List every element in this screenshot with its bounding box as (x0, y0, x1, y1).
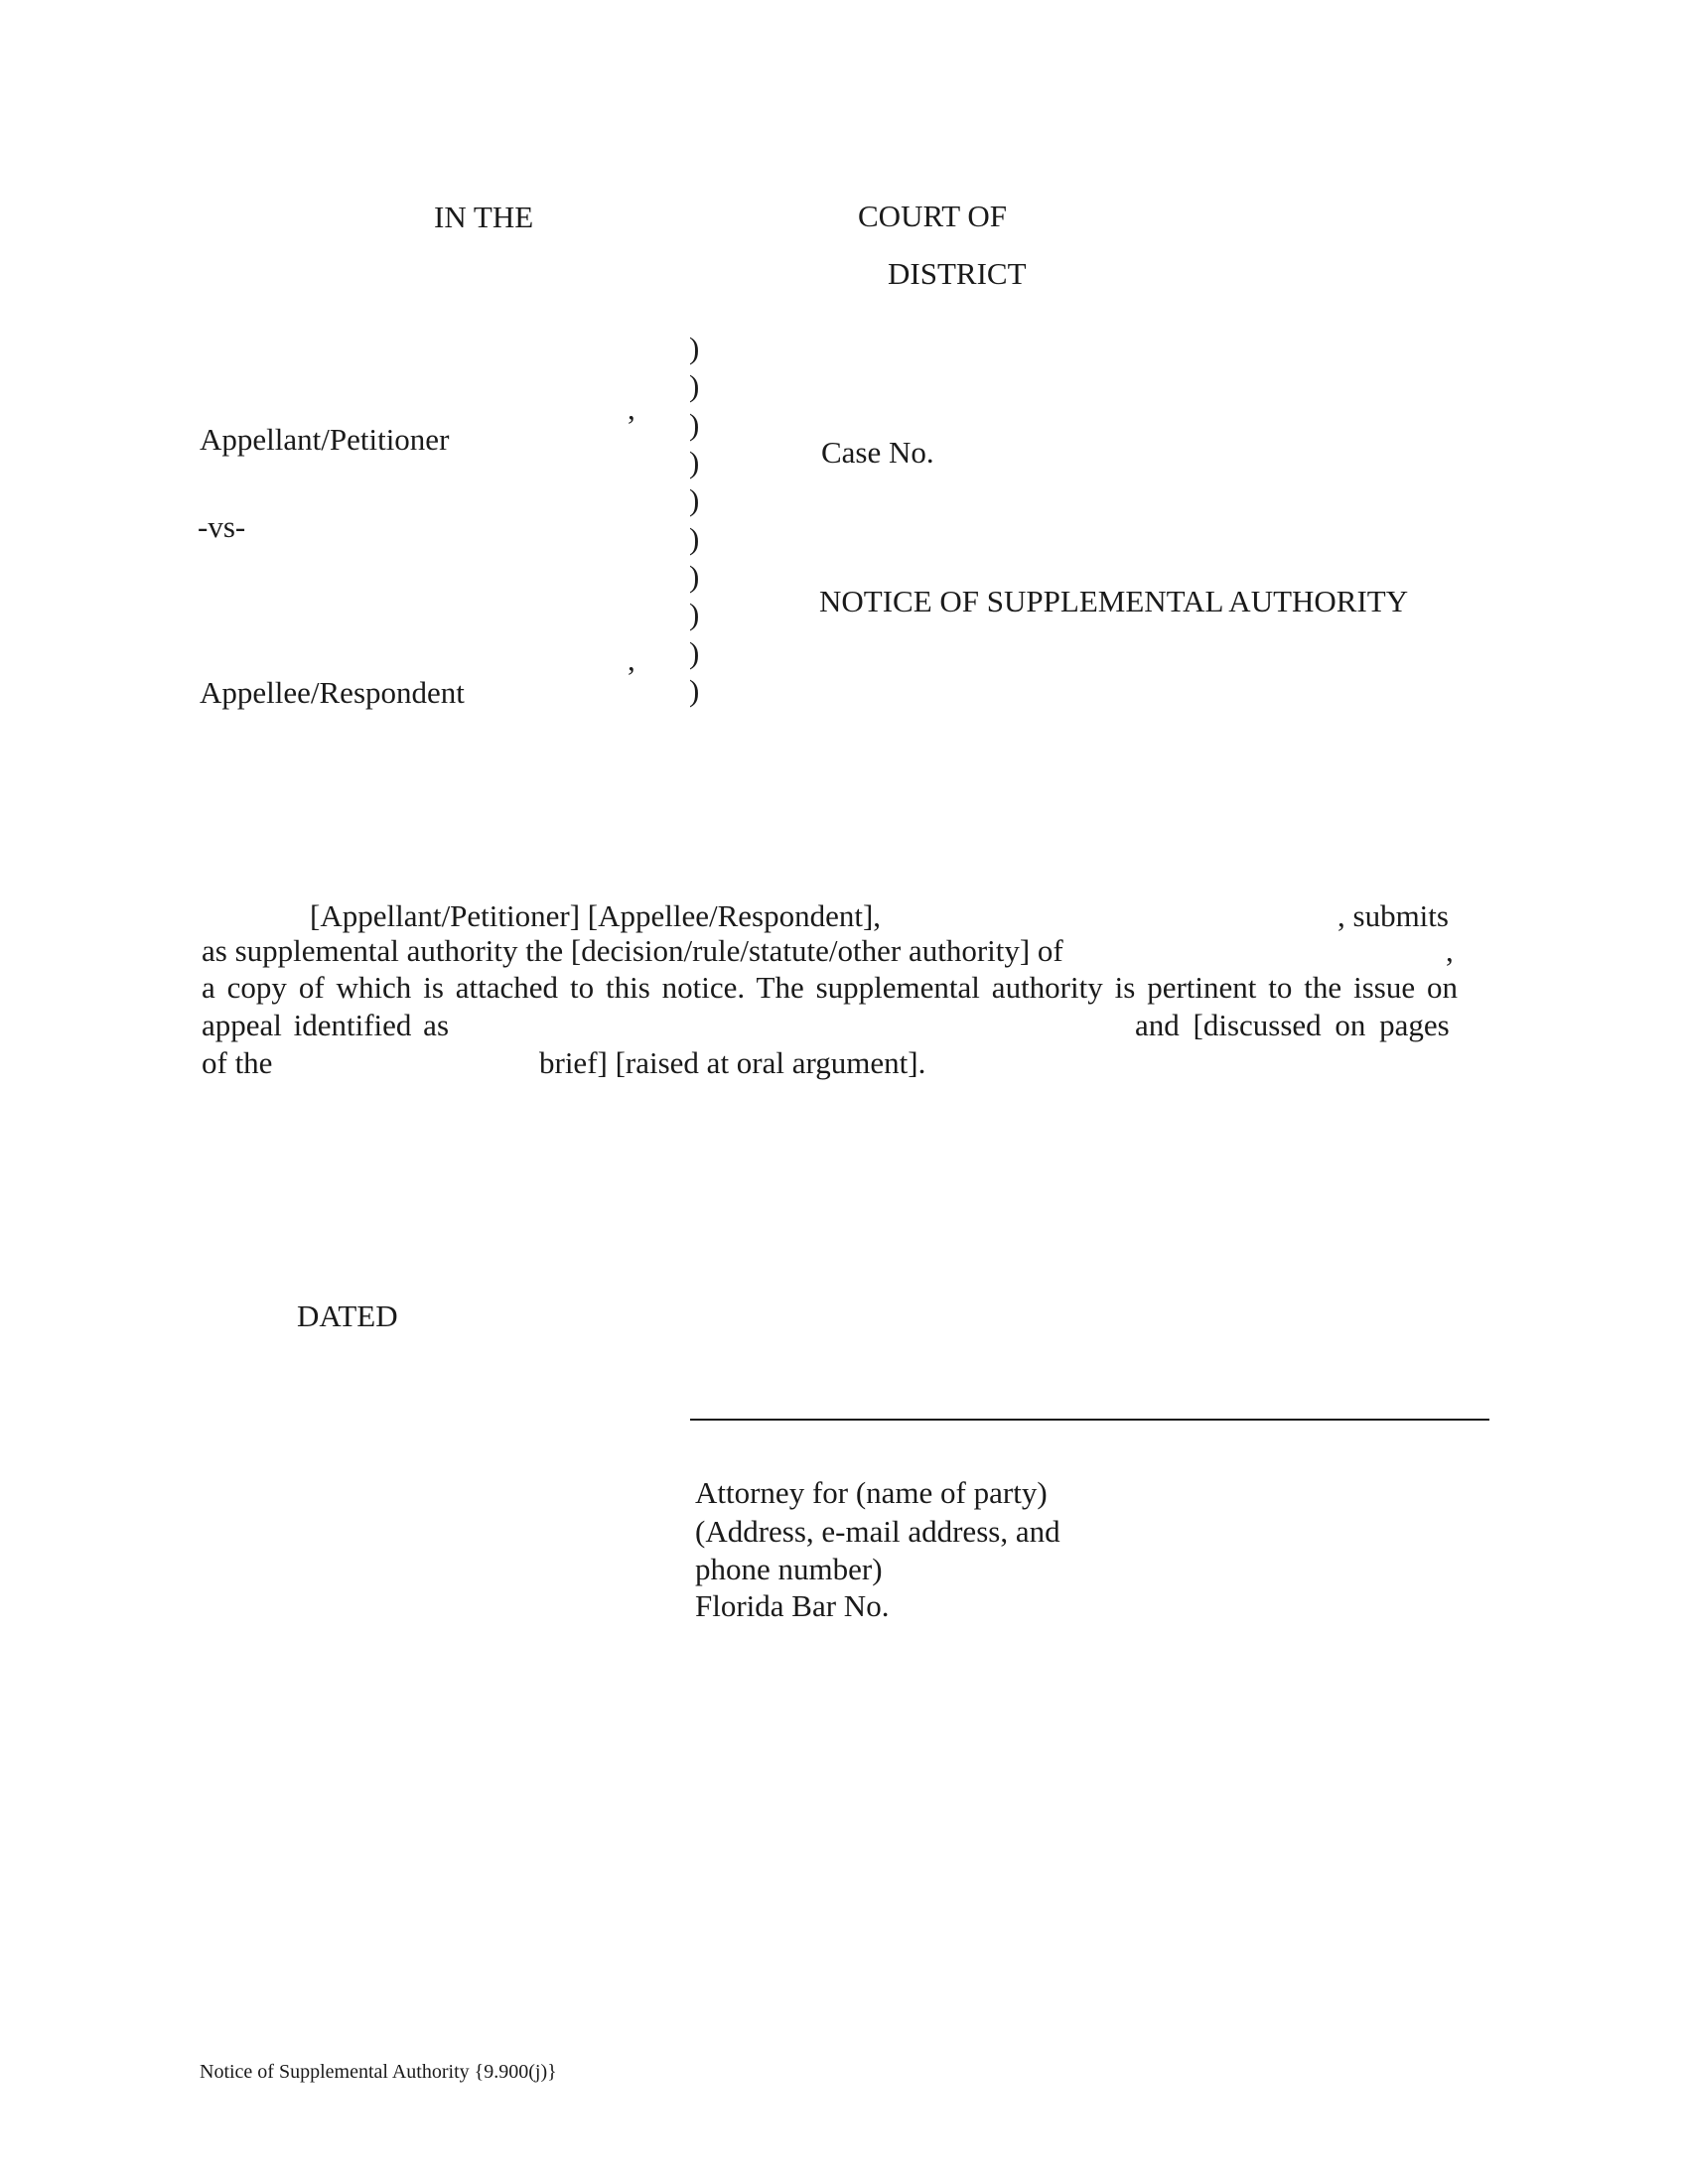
body-line-1-end: , submits (1337, 898, 1449, 933)
attorney-for-label: Attorney for (name of party) (695, 1475, 1048, 1510)
case-number-label: Case No. (821, 435, 934, 470)
signature-line (690, 1419, 1489, 1421)
appellee-name-comma: , (628, 642, 635, 677)
body-line-5-start: of the (202, 1045, 273, 1080)
caption-paren: ) (689, 482, 700, 517)
caption-paren: ) (689, 445, 700, 479)
court-header-court-of: COURT OF (858, 199, 1008, 233)
caption-paren: ) (689, 407, 700, 442)
body-line-1-start: [Appellant/Petitioner] [Appellee/Respondent], (310, 898, 882, 933)
caption-paren: ) (689, 331, 700, 365)
caption-paren: ) (689, 559, 700, 594)
body-line-3: a copy of which is attached to this notice. The supplemental authority is pertinent to the issue on (202, 970, 1458, 1005)
appellant-label: Appellant/Petitioner (200, 422, 450, 457)
document-title: NOTICE OF SUPPLEMENTAL AUTHORITY (819, 584, 1409, 618)
caption-paren: ) (689, 521, 700, 556)
appellant-name-comma: , (628, 391, 635, 426)
appellee-label: Appellee/Respondent (200, 675, 465, 710)
body-line-4-start: appeal identified as (202, 1008, 450, 1042)
caption-paren: ) (689, 635, 700, 670)
attorney-address-label: (Address, e-mail address, and (695, 1514, 1060, 1549)
versus-label: -vs- (198, 509, 246, 544)
caption-paren: ) (689, 597, 700, 631)
dated-label: DATED (297, 1298, 398, 1333)
court-header-in-the: IN THE (434, 200, 534, 234)
body-line-2-end: , (1446, 933, 1454, 968)
body-line-5-end: brief] [raised at oral argument]. (539, 1045, 926, 1080)
form-footer: Notice of Supplemental Authority {9.900(j)} (200, 2061, 557, 2083)
court-header-district: DISTRICT (888, 256, 1027, 291)
body-line-2-start: as supplemental authority the [decision/rule/statute/other authority] of (202, 933, 1063, 968)
attorney-phone-label: phone number) (695, 1552, 883, 1586)
caption-paren: ) (689, 368, 700, 403)
caption-paren: ) (689, 673, 700, 708)
florida-bar-number-label: Florida Bar No. (695, 1588, 890, 1623)
body-line-4-end: and [discussed on pages (1135, 1008, 1450, 1042)
